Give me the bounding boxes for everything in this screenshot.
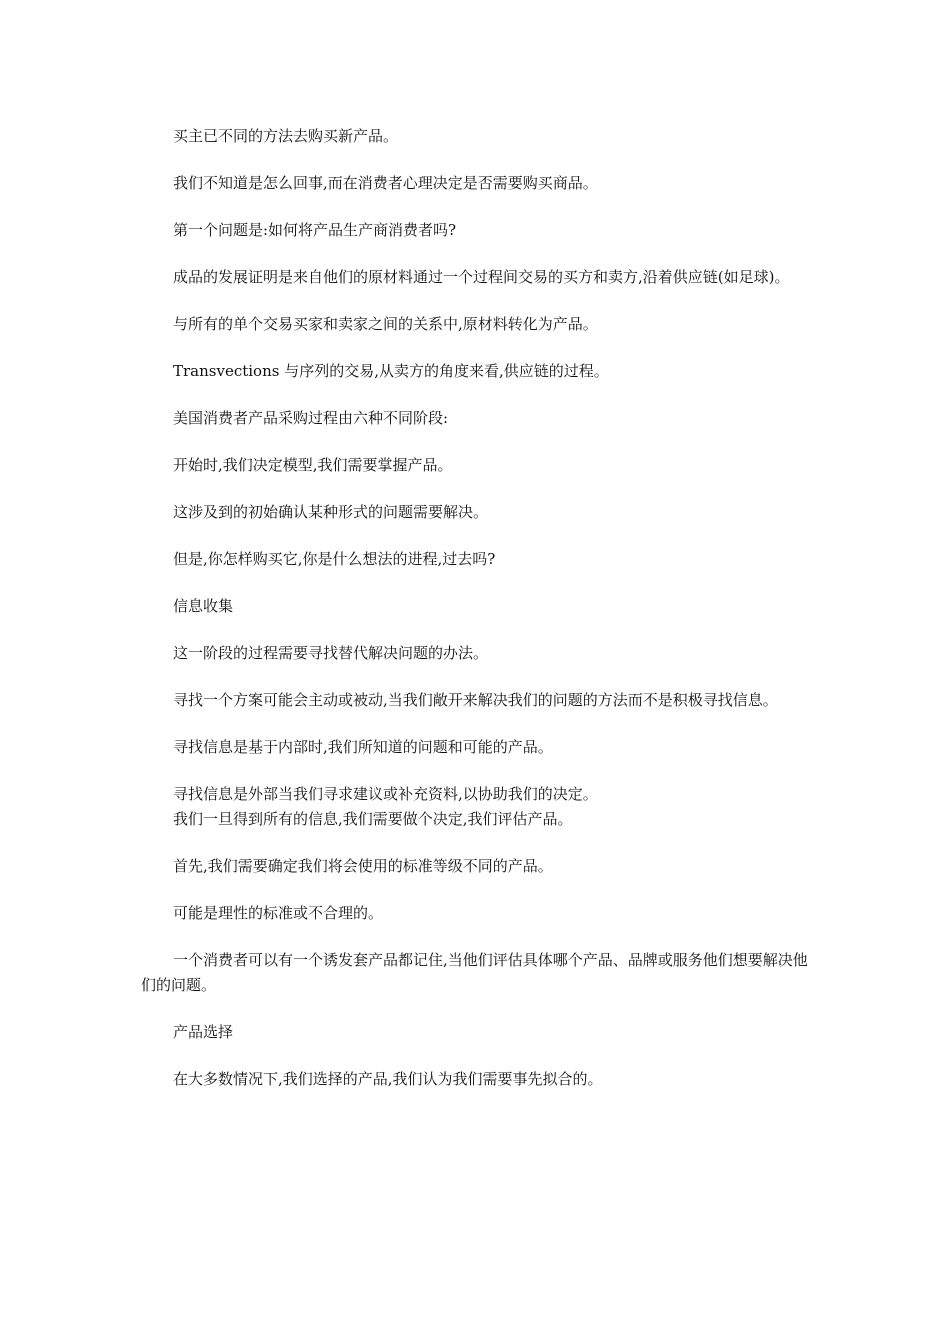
paragraph: Transvections 与序列的交易,从卖方的角度来看,供应链的过程。 (173, 362, 609, 380)
paragraph: 寻找信息是外部当我们寻求建议或补充资料,以协助我们的决定。 (173, 785, 598, 803)
paragraph: 美国消费者产品采购过程由六种不同阶段: (173, 409, 449, 427)
paragraph: 第一个问题是:如何将产品生产商消费者吗? (173, 221, 457, 239)
paragraph: 我们一旦得到所有的信息,我们需要做个决定,我们评估产品。 (173, 810, 573, 828)
section-heading: 产品选择 (173, 1023, 234, 1041)
paragraph: 与所有的单个交易买家和卖家之间的关系中,原材料转化为产品。 (173, 315, 598, 333)
paragraph: 这涉及到的初始确认某种形式的问题需要解决。 (173, 503, 489, 521)
paragraph: 寻找一个方案可能会主动或被动,当我们敞开来解决我们的问题的方法而不是积极寻找信息。 (173, 691, 778, 709)
paragraph: 一个消费者可以有一个诱发套产品都记住,当他们评估具体哪个产品、品牌或服务他们想要解决他们的问题。 (141, 951, 808, 994)
paragraph: 成品的发展证明是来自他们的原材料通过一个过程间交易的买方和卖方,沿着供应链(如足球)。 (173, 268, 790, 286)
section-heading: 信息收集 (173, 597, 234, 615)
paragraph: 可能是理性的标准或不合理的。 (173, 904, 384, 922)
paragraph: 买主已不同的方法去购买新产品。 (173, 127, 399, 145)
paragraph: 寻找信息是基于内部时,我们所知道的问题和可能的产品。 (173, 738, 553, 756)
paragraph: 我们不知道是怎么回事,而在消费者心理决定是否需要购买商品。 (173, 174, 598, 192)
paragraph: 首先,我们需要确定我们将会使用的标准等级不同的产品。 (173, 857, 553, 875)
document-body (141, 124, 813, 1114)
paragraph: 这一阶段的过程需要寻找替代解决问题的办法。 (173, 644, 489, 662)
paragraph: 在大多数情况下,我们选择的产品,我们认为我们需要事先拟合的。 (173, 1070, 603, 1088)
paragraph: 但是,你怎样购买它,你是什么想法的进程,过去吗? (173, 550, 496, 568)
paragraph: 开始时,我们决定模型,我们需要掌握产品。 (173, 456, 453, 474)
